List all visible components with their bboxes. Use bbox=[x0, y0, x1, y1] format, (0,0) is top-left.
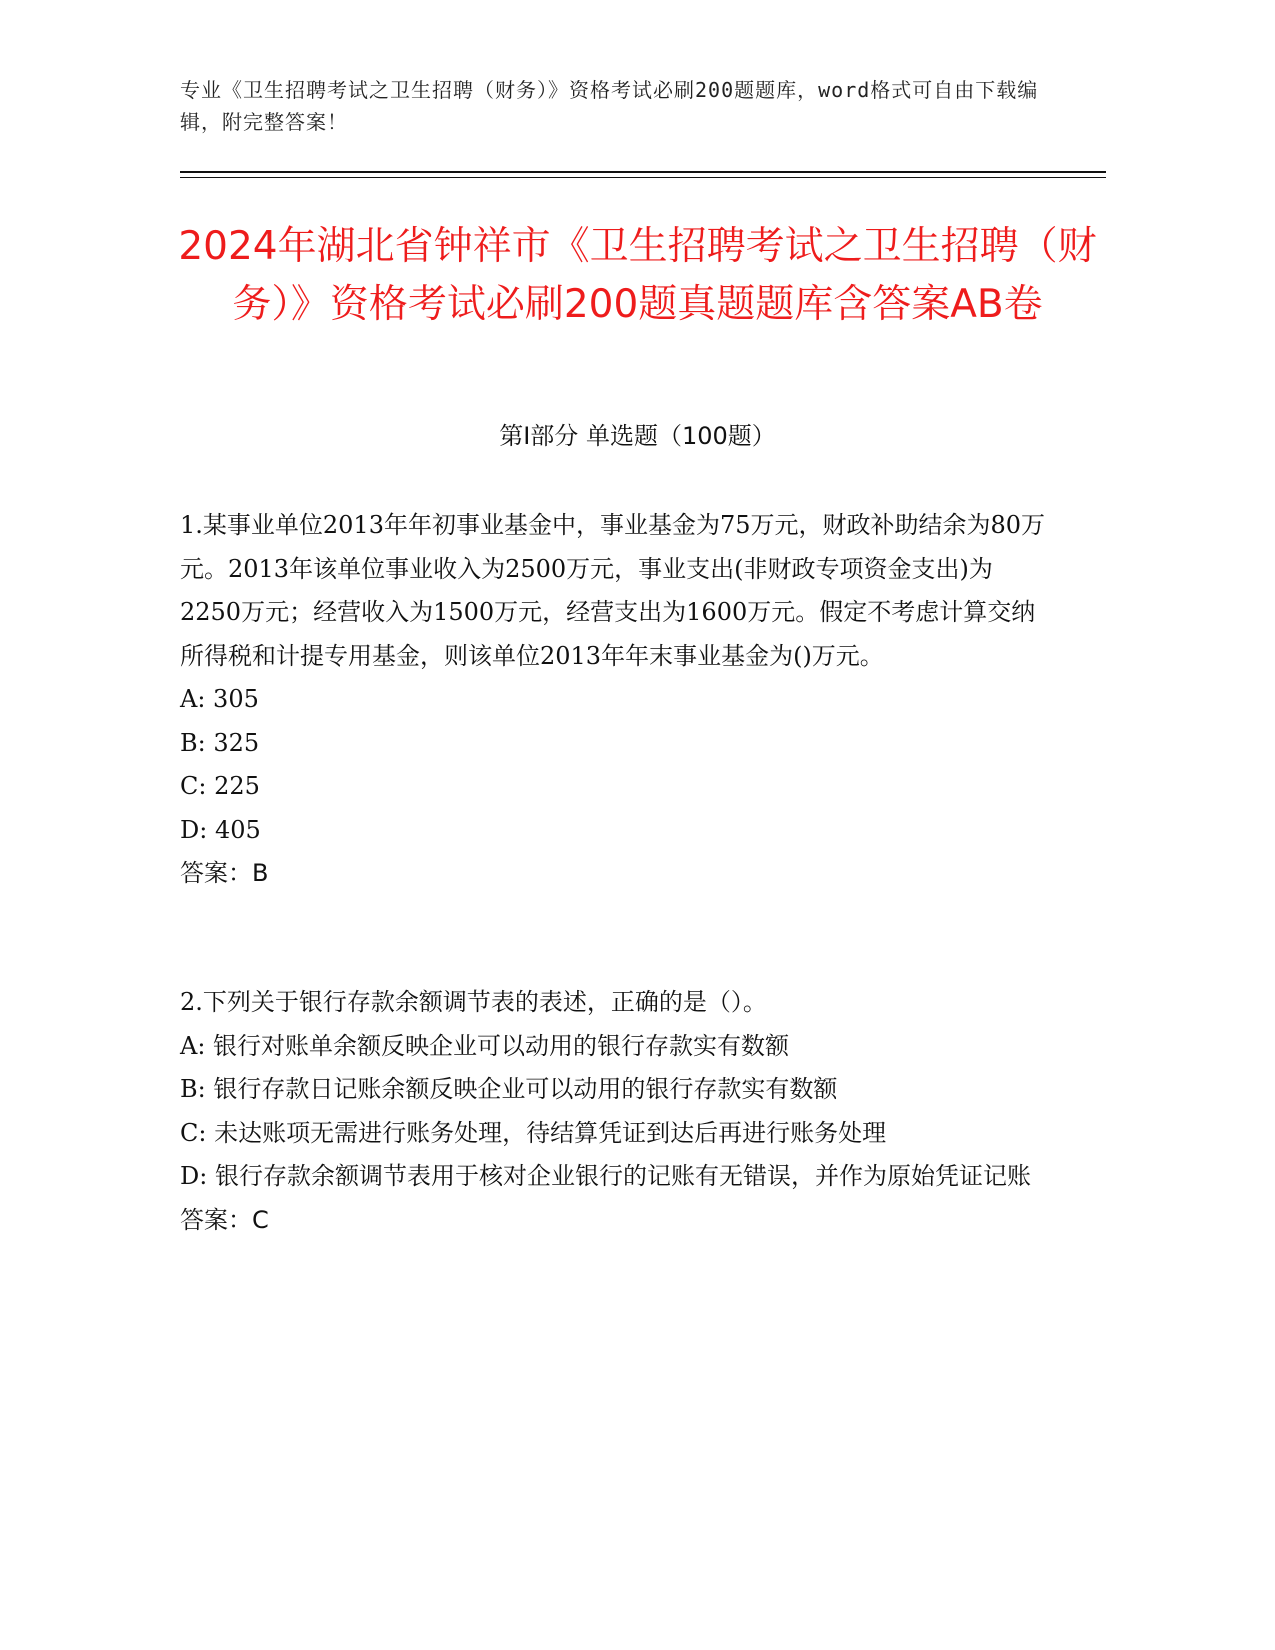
header-note: 专业《卫生招聘考试之卫生招聘（财务）》资格考试必刷200题题库，word格式可自由下载编辑，附完整答案！ bbox=[180, 78, 1039, 134]
option-b: B: 银行存款日记账余额反映企业可以动用的银行存款实有数额 bbox=[180, 1075, 838, 1103]
answer-label: 答案：C bbox=[180, 1205, 269, 1234]
option-a: A: 305 bbox=[180, 685, 259, 713]
header-rule-thin bbox=[180, 177, 1106, 178]
answer-label: 答案：B bbox=[180, 859, 269, 887]
question-stem: 2.下列关于银行存款余额调节表的表述，正确的是（）。 bbox=[180, 988, 767, 1016]
question-2 bbox=[180, 981, 1050, 1242]
option-b: B: 325 bbox=[180, 728, 260, 757]
section-heading: 第Ⅰ部分 单选题（100题） bbox=[499, 422, 776, 450]
option-c: C: 未达账项无需进行账务处理，待结算凭证到达后再进行账务处理 bbox=[180, 1118, 887, 1147]
question-1 bbox=[180, 504, 1050, 896]
question-stem: 1.某事业单位2013年年初事业基金中，事业基金为75万元，财政补助结余为80万元。2013年该单位事业收入为2500万元，事业支出(非财政专项资金支出)为2250万元；经营收入为1500万元，经营支出为1600万元。假定不考虑计算交纳所得税和计提专用基金，则该单位2013年年末事业基金为()万元。 bbox=[180, 511, 1046, 670]
option-a: A: 银行对账单余额反映企业可以动用的银行存款实有数额 bbox=[180, 1031, 790, 1060]
option-c: C: 225 bbox=[180, 772, 260, 800]
header-rule-thick bbox=[180, 171, 1106, 173]
document-title: 2024年湖北省钟祥市《卫生招聘考试之卫生招聘（财务）》资格考试必刷200题真题题库含答案AB卷 bbox=[178, 224, 1097, 327]
option-d: D: 405 bbox=[180, 815, 261, 844]
option-d: D: 银行存款余额调节表用于核对企业银行的记账有无错误，并作为原始凭证记账 bbox=[180, 1162, 1031, 1190]
